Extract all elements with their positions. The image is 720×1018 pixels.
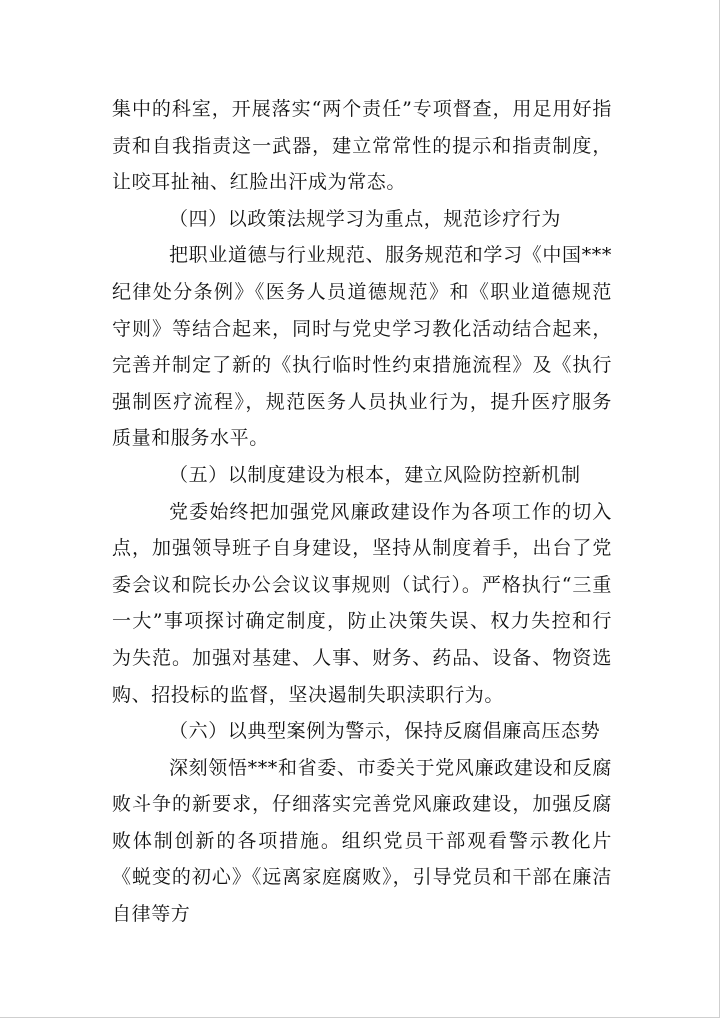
paragraph-accountability-supervision: 集中的科室，开展落实“两个责任”专项督查，用足用好指责和自我指责这一武器，建立常常性的提示和指责制度，让咬耳扯袖、红脸出汗成为常态。 xyxy=(112,98,612,194)
document-body xyxy=(112,91,612,933)
paragraph-anti-corruption: 深刻领悟***和省委、市委关于党风廉政建设和反腐败斗争的新要求，仔细落实完善党风廉政建设，加强反腐败体制创新的各项措施。组织党员干部观看警示教化片《蜕变的初心》《远离家庭腐败》，引导党员和干部在廉洁自律等方 xyxy=(112,756,612,926)
section-heading-4: （四）以政策法规学习为重点，规范诊疗行为 xyxy=(169,207,562,230)
paragraph-system-building: 党委始终把加强党风廉政建设作为各项工作的切入点，加强领导班子自身建设，坚持从制度着手，出台了党委会议和院长办公会议议事规则（试行）。严格执行“三重一大”事项探讨确定制度，防止决策失误、权力失控和行为失范。加强对基建、人事、财务、药品、设备、物资选购、招投标的监督，坚决遏制失职渎职行为。 xyxy=(112,500,612,706)
section-heading-5: （五）以制度建设为根本，建立风险防控新机制 xyxy=(169,463,581,486)
section-heading-6: （六）以典型案例为警示，保持反腐倡廉高压态势 xyxy=(169,720,601,743)
paragraph-professional-ethics: 把职业道德与行业规范、服务规范和学习《中国***纪律处分条例》《医务人员道德规范》和《职业道德规范守则》等结合起来，同时与党史学习教化活动结合起来，完善并制定了新的《执行临时性约束措施流程》及《执行强制医疗流程》，规范医务人员执业行为，提升医疗服务质量和服务水平。 xyxy=(112,244,612,450)
